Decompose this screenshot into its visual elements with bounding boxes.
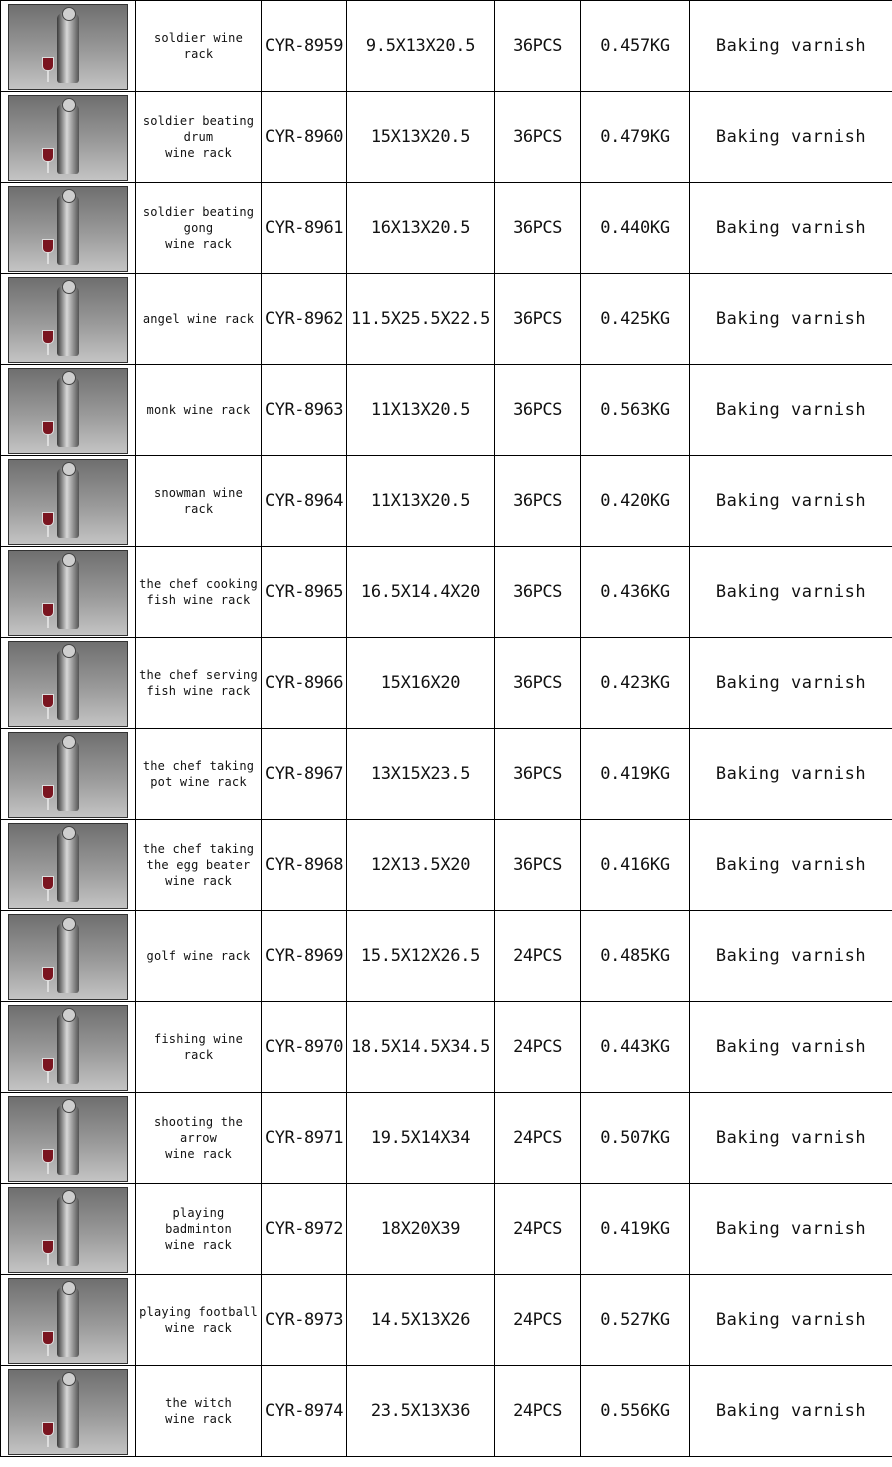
- wine-rack-figure: [57, 923, 79, 993]
- product-photo: [8, 1369, 128, 1455]
- table-row: [1, 274, 892, 365]
- wine-rack-figure: [57, 195, 79, 265]
- product-photo: [8, 1187, 128, 1273]
- product-photo-cell: [1, 911, 136, 1002]
- product-finish: Baking varnish: [690, 1002, 892, 1093]
- product-weight: 0.527KG: [581, 1275, 690, 1366]
- product-qty: 36PCS: [495, 183, 581, 274]
- table-row: [1, 1093, 892, 1184]
- product-size: 16.5X14.4X20: [347, 547, 495, 638]
- product-size: 11X13X20.5: [347, 365, 495, 456]
- wine-glass-icon: [42, 1422, 54, 1436]
- product-photo: [8, 186, 128, 272]
- product-photo: [8, 550, 128, 636]
- product-name: golf wine rack: [136, 911, 262, 1002]
- wine-rack-figure: [57, 1196, 79, 1266]
- product-qty: 36PCS: [495, 92, 581, 183]
- product-code: CYR-8961: [262, 183, 347, 274]
- product-weight: 0.423KG: [581, 638, 690, 729]
- product-qty: 24PCS: [495, 1366, 581, 1457]
- product-code: CYR-8971: [262, 1093, 347, 1184]
- product-photo: [8, 1096, 128, 1182]
- product-photo-cell: [1, 1366, 136, 1457]
- product-weight: 0.419KG: [581, 729, 690, 820]
- product-photo-cell: [1, 1275, 136, 1366]
- wine-rack-figure: [57, 650, 79, 720]
- wine-glass-icon: [42, 512, 54, 526]
- product-finish: Baking varnish: [690, 183, 892, 274]
- product-name: snowman wine rack: [136, 456, 262, 547]
- product-weight: 0.556KG: [581, 1366, 690, 1457]
- product-photo-cell: [1, 1002, 136, 1093]
- product-qty: 36PCS: [495, 365, 581, 456]
- product-qty: 36PCS: [495, 638, 581, 729]
- table-row: [1, 1, 892, 92]
- product-name: soldier beating gong wine rack: [136, 183, 262, 274]
- product-photo-cell: [1, 547, 136, 638]
- product-qty: 36PCS: [495, 547, 581, 638]
- product-size: 14.5X13X26: [347, 1275, 495, 1366]
- wine-rack-figure: [57, 13, 79, 83]
- product-size: 13X15X23.5: [347, 729, 495, 820]
- product-photo-cell: [1, 1184, 136, 1275]
- product-code: CYR-8967: [262, 729, 347, 820]
- product-name: monk wine rack: [136, 365, 262, 456]
- product-photo-cell: [1, 638, 136, 729]
- product-photo: [8, 914, 128, 1000]
- product-weight: 0.420KG: [581, 456, 690, 547]
- table-row: [1, 547, 892, 638]
- product-photo-cell: [1, 1093, 136, 1184]
- product-finish: Baking varnish: [690, 729, 892, 820]
- wine-glass-icon: [42, 421, 54, 435]
- product-weight: 0.507KG: [581, 1093, 690, 1184]
- product-photo-cell: [1, 820, 136, 911]
- wine-glass-icon: [42, 1240, 54, 1254]
- product-size: 15X16X20: [347, 638, 495, 729]
- product-code: CYR-8960: [262, 92, 347, 183]
- product-weight: 0.479KG: [581, 92, 690, 183]
- product-rows: [1, 1, 892, 1457]
- product-qty: 36PCS: [495, 820, 581, 911]
- wine-rack-figure: [57, 468, 79, 538]
- product-photo: [8, 732, 128, 818]
- product-size: 12X13.5X20: [347, 820, 495, 911]
- product-weight: 0.563KG: [581, 365, 690, 456]
- product-finish: Baking varnish: [690, 1275, 892, 1366]
- product-size: 19.5X14X34: [347, 1093, 495, 1184]
- product-size: 18.5X14.5X34.5: [347, 1002, 495, 1093]
- product-name: the chef taking the egg beater wine rack: [136, 820, 262, 911]
- product-weight: 0.425KG: [581, 274, 690, 365]
- product-code: CYR-8968: [262, 820, 347, 911]
- product-name: playing badminton wine rack: [136, 1184, 262, 1275]
- table-row: [1, 456, 892, 547]
- wine-glass-icon: [42, 57, 54, 71]
- product-name: playing football wine rack: [136, 1275, 262, 1366]
- product-name: soldier beating drum wine rack: [136, 92, 262, 183]
- product-size: 11.5X25.5X22.5: [347, 274, 495, 365]
- product-finish: Baking varnish: [690, 1366, 892, 1457]
- product-weight: 0.419KG: [581, 1184, 690, 1275]
- product-photo-cell: [1, 183, 136, 274]
- product-photo: [8, 1005, 128, 1091]
- product-finish: Baking varnish: [690, 1, 892, 92]
- product-finish: Baking varnish: [690, 1184, 892, 1275]
- wine-rack-figure: [57, 1105, 79, 1175]
- product-finish: Baking varnish: [690, 456, 892, 547]
- product-weight: 0.416KG: [581, 820, 690, 911]
- wine-glass-icon: [42, 967, 54, 981]
- product-name: shooting the arrow wine rack: [136, 1093, 262, 1184]
- product-name: the witch wine rack: [136, 1366, 262, 1457]
- wine-glass-icon: [42, 330, 54, 344]
- product-photo: [8, 823, 128, 909]
- product-photo-cell: [1, 456, 136, 547]
- product-code: CYR-8974: [262, 1366, 347, 1457]
- product-weight: 0.440KG: [581, 183, 690, 274]
- product-photo: [8, 1278, 128, 1364]
- wine-rack-figure: [57, 1287, 79, 1357]
- product-photo: [8, 277, 128, 363]
- product-qty: 36PCS: [495, 1, 581, 92]
- product-finish: Baking varnish: [690, 911, 892, 1002]
- product-size: 15X13X20.5: [347, 92, 495, 183]
- product-size: 15.5X12X26.5: [347, 911, 495, 1002]
- product-weight: 0.436KG: [581, 547, 690, 638]
- product-qty: 36PCS: [495, 274, 581, 365]
- product-weight: 0.485KG: [581, 911, 690, 1002]
- product-size: 11X13X20.5: [347, 456, 495, 547]
- product-photo: [8, 95, 128, 181]
- wine-glass-icon: [42, 785, 54, 799]
- product-name: soldier wine rack: [136, 1, 262, 92]
- wine-glass-icon: [42, 239, 54, 253]
- wine-glass-icon: [42, 148, 54, 162]
- wine-rack-figure: [57, 741, 79, 811]
- table-row: [1, 1275, 892, 1366]
- product-qty: 24PCS: [495, 1093, 581, 1184]
- product-finish: Baking varnish: [690, 820, 892, 911]
- wine-glass-icon: [42, 1331, 54, 1345]
- product-qty: 36PCS: [495, 456, 581, 547]
- product-finish: Baking varnish: [690, 547, 892, 638]
- product-photo: [8, 641, 128, 727]
- product-qty: 24PCS: [495, 911, 581, 1002]
- product-code: CYR-8973: [262, 1275, 347, 1366]
- table-row: [1, 1184, 892, 1275]
- product-code: CYR-8959: [262, 1, 347, 92]
- wine-rack-figure: [57, 377, 79, 447]
- table-row: [1, 820, 892, 911]
- table-row: [1, 638, 892, 729]
- table-row: [1, 911, 892, 1002]
- wine-rack-figure: [57, 104, 79, 174]
- product-size: 16X13X20.5: [347, 183, 495, 274]
- product-qty: 24PCS: [495, 1002, 581, 1093]
- product-finish: Baking varnish: [690, 365, 892, 456]
- wine-rack-figure: [57, 286, 79, 356]
- wine-rack-figure: [57, 1014, 79, 1084]
- product-name: the chef taking pot wine rack: [136, 729, 262, 820]
- product-name: the chef cooking fish wine rack: [136, 547, 262, 638]
- table-row: [1, 183, 892, 274]
- table-row: [1, 365, 892, 456]
- product-photo: [8, 368, 128, 454]
- product-finish: Baking varnish: [690, 638, 892, 729]
- wine-glass-icon: [42, 1058, 54, 1072]
- product-code: CYR-8970: [262, 1002, 347, 1093]
- product-finish: Baking varnish: [690, 1093, 892, 1184]
- product-qty: 24PCS: [495, 1184, 581, 1275]
- product-weight: 0.457KG: [581, 1, 690, 92]
- wine-glass-icon: [42, 603, 54, 617]
- product-photo: [8, 459, 128, 545]
- product-code: CYR-8965: [262, 547, 347, 638]
- product-photo-cell: [1, 729, 136, 820]
- product-code: CYR-8963: [262, 365, 347, 456]
- table-row: [1, 729, 892, 820]
- product-size: 9.5X13X20.5: [347, 1, 495, 92]
- product-code: CYR-8966: [262, 638, 347, 729]
- product-photo-cell: [1, 92, 136, 183]
- product-name: angel wine rack: [136, 274, 262, 365]
- product-photo-cell: [1, 365, 136, 456]
- product-size: 23.5X13X36: [347, 1366, 495, 1457]
- product-code: CYR-8964: [262, 456, 347, 547]
- table-row: [1, 1366, 892, 1457]
- product-finish: Baking varnish: [690, 274, 892, 365]
- wine-glass-icon: [42, 1149, 54, 1163]
- product-name: fishing wine rack: [136, 1002, 262, 1093]
- wine-rack-figure: [57, 832, 79, 902]
- product-qty: 36PCS: [495, 729, 581, 820]
- product-code: CYR-8972: [262, 1184, 347, 1275]
- product-qty: 24PCS: [495, 1275, 581, 1366]
- product-weight: 0.443KG: [581, 1002, 690, 1093]
- product-photo: [8, 4, 128, 90]
- wine-glass-icon: [42, 694, 54, 708]
- product-photo-cell: [1, 1, 136, 92]
- product-code: CYR-8969: [262, 911, 347, 1002]
- wine-rack-figure: [57, 559, 79, 629]
- wine-rack-figure: [57, 1378, 79, 1448]
- product-name: the chef serving fish wine rack: [136, 638, 262, 729]
- table-row: [1, 1002, 892, 1093]
- product-code: CYR-8962: [262, 274, 347, 365]
- wine-glass-icon: [42, 876, 54, 890]
- product-photo-cell: [1, 274, 136, 365]
- table-row: [1, 92, 892, 183]
- product-finish: Baking varnish: [690, 92, 892, 183]
- product-size: 18X20X39: [347, 1184, 495, 1275]
